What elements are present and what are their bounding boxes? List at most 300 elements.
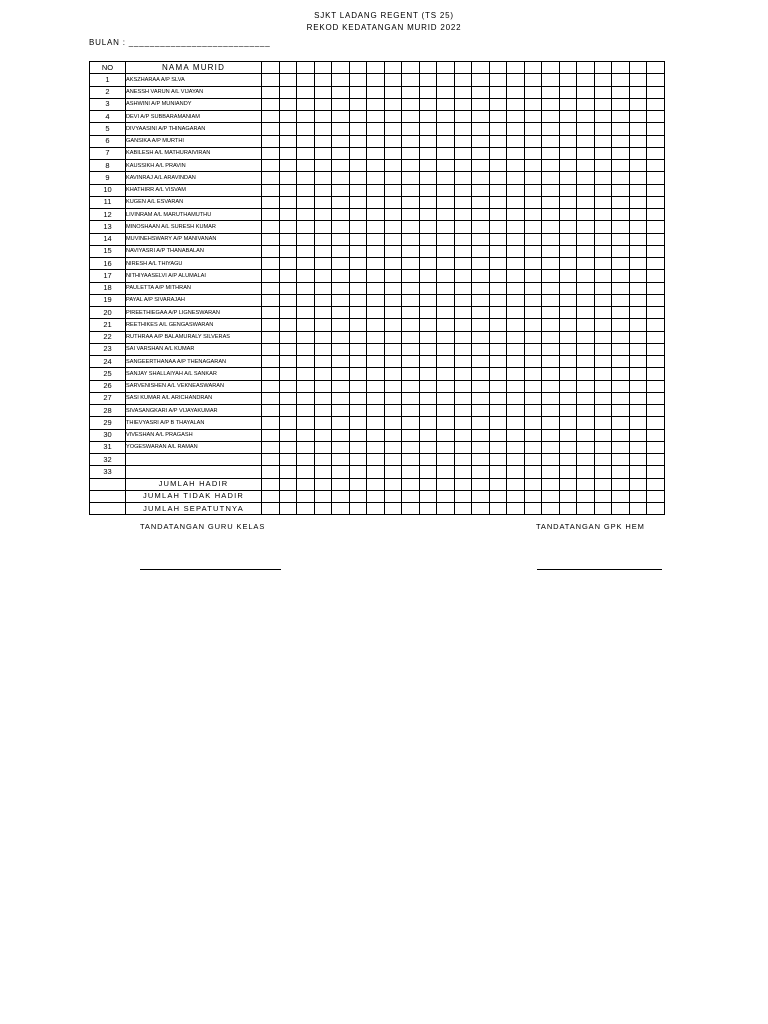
attendance-cell [559, 98, 577, 110]
attendance-cell [647, 160, 665, 172]
attendance-cell [559, 356, 577, 368]
attendance-cell [349, 233, 367, 245]
student-name: YOGESWARAN A/L RAMAN [126, 441, 262, 453]
summary-cell [524, 478, 542, 490]
attendance-cell [367, 196, 385, 208]
summary-cell [647, 478, 665, 490]
row-number: 18 [90, 282, 126, 294]
row-number: 26 [90, 380, 126, 392]
attendance-cell [507, 392, 525, 404]
attendance-cell [402, 135, 420, 147]
attendance-cell [559, 380, 577, 392]
summary-cell [524, 490, 542, 502]
row-number: 15 [90, 245, 126, 257]
attendance-cell [314, 417, 332, 429]
attendance-cell [524, 331, 542, 343]
attendance-cell [577, 147, 595, 159]
attendance-cell [437, 98, 455, 110]
attendance-cell [437, 441, 455, 453]
attendance-cell [332, 196, 350, 208]
attendance-cell [524, 441, 542, 453]
row-number: 6 [90, 135, 126, 147]
attendance-cell [542, 356, 560, 368]
attendance-cell [629, 172, 647, 184]
attendance-cell [297, 405, 315, 417]
attendance-cell [297, 294, 315, 306]
attendance-cell [419, 331, 437, 343]
attendance-cell [612, 343, 630, 355]
attendance-cell [279, 466, 297, 478]
attendance-cell [367, 135, 385, 147]
attendance-cell [437, 294, 455, 306]
attendance-cell [629, 405, 647, 417]
attendance-cell [577, 405, 595, 417]
attendance-cell [559, 209, 577, 221]
attendance-cell [559, 294, 577, 306]
student-row [90, 282, 665, 294]
summary-cell [402, 478, 420, 490]
attendance-cell [419, 221, 437, 233]
summary-cell [332, 490, 350, 502]
student-name: KABILESH A/L MATHURAIVIRAN [126, 147, 262, 159]
attendance-cell [629, 209, 647, 221]
attendance-cell [349, 441, 367, 453]
attendance-cell [472, 74, 490, 86]
attendance-cell [524, 392, 542, 404]
attendance-cell [472, 258, 490, 270]
attendance-cell [279, 221, 297, 233]
attendance-cell [577, 221, 595, 233]
attendance-cell [437, 245, 455, 257]
day-column-header [472, 62, 490, 74]
attendance-cell [454, 233, 472, 245]
attendance-cell [629, 466, 647, 478]
attendance-cell [384, 74, 402, 86]
attendance-cell [489, 160, 507, 172]
student-row [90, 184, 665, 196]
row-number: 24 [90, 356, 126, 368]
attendance-cell [402, 147, 420, 159]
attendance-cell [297, 454, 315, 466]
attendance-cell [419, 343, 437, 355]
attendance-cell [507, 221, 525, 233]
attendance-cell [489, 417, 507, 429]
attendance-cell [577, 160, 595, 172]
summary-cell [349, 490, 367, 502]
attendance-cell [577, 417, 595, 429]
attendance-cell [349, 282, 367, 294]
attendance-cell [384, 441, 402, 453]
attendance-cell [577, 74, 595, 86]
attendance-cell [507, 380, 525, 392]
attendance-cell [419, 86, 437, 98]
attendance-cell [297, 307, 315, 319]
attendance-cell [594, 172, 612, 184]
summary-cell [472, 490, 490, 502]
attendance-cell [297, 392, 315, 404]
summary-cell [629, 490, 647, 502]
attendance-cell [489, 368, 507, 380]
summary-cell [594, 503, 612, 515]
attendance-cell [384, 282, 402, 294]
row-number: 20 [90, 307, 126, 319]
attendance-cell [437, 343, 455, 355]
student-name [126, 466, 262, 478]
student-name: SASI KUMAR A/L ARICHANDRAN [126, 392, 262, 404]
attendance-cell [507, 111, 525, 123]
summary-cell [419, 490, 437, 502]
gpk-signature-line [537, 569, 662, 570]
attendance-cell [314, 331, 332, 343]
attendance-cell [577, 209, 595, 221]
attendance-cell [297, 282, 315, 294]
student-name: KAVINRAJ A/L ARAVINDAN [126, 172, 262, 184]
attendance-cell [367, 111, 385, 123]
attendance-cell [454, 466, 472, 478]
summary-cell [524, 503, 542, 515]
record-title: REKOD KEDATANGAN MURID 2022 [306, 23, 462, 32]
attendance-cell [612, 454, 630, 466]
attendance-cell [524, 270, 542, 282]
attendance-cell [332, 123, 350, 135]
attendance-cell [612, 417, 630, 429]
attendance-cell [297, 209, 315, 221]
attendance-cell [542, 258, 560, 270]
summary-cell [437, 490, 455, 502]
attendance-cell [524, 307, 542, 319]
summary-row [90, 478, 665, 490]
attendance-cell [437, 380, 455, 392]
attendance-cell [419, 172, 437, 184]
attendance-cell [454, 221, 472, 233]
attendance-cell [472, 429, 490, 441]
attendance-cell [314, 86, 332, 98]
attendance-cell [577, 196, 595, 208]
attendance-cell [419, 258, 437, 270]
attendance-cell [419, 135, 437, 147]
day-column-header [524, 62, 542, 74]
student-name: ASHWINI A/P MUNIANDY [126, 98, 262, 110]
attendance-cell [262, 454, 280, 466]
student-row [90, 245, 665, 257]
attendance-cell [594, 123, 612, 135]
attendance-cell [542, 307, 560, 319]
attendance-cell [279, 429, 297, 441]
attendance-cell [454, 454, 472, 466]
attendance-cell [332, 98, 350, 110]
attendance-cell [367, 98, 385, 110]
attendance-cell [437, 172, 455, 184]
attendance-cell [419, 74, 437, 86]
row-number: 1 [90, 74, 126, 86]
attendance-cell [594, 356, 612, 368]
attendance-cell [262, 233, 280, 245]
attendance-cell [314, 307, 332, 319]
attendance-cell [507, 368, 525, 380]
student-name [126, 454, 262, 466]
attendance-cell [629, 196, 647, 208]
attendance-cell [384, 147, 402, 159]
attendance-cell [314, 209, 332, 221]
attendance-cell [612, 147, 630, 159]
attendance-cell [647, 184, 665, 196]
attendance-cell [279, 258, 297, 270]
attendance-cell [384, 356, 402, 368]
attendance-cell [349, 172, 367, 184]
attendance-cell [594, 331, 612, 343]
attendance-cell [507, 74, 525, 86]
attendance-cell [612, 270, 630, 282]
attendance-cell [612, 74, 630, 86]
attendance-cell [524, 417, 542, 429]
attendance-cell [279, 184, 297, 196]
attendance-cell [437, 209, 455, 221]
student-name: SARVENISHEN A/L VEKNEASWARAN [126, 380, 262, 392]
attendance-cell [349, 319, 367, 331]
student-row [90, 233, 665, 245]
attendance-cell [367, 184, 385, 196]
attendance-cell [577, 466, 595, 478]
attendance-cell [524, 123, 542, 135]
summary-cell [279, 490, 297, 502]
attendance-cell [384, 111, 402, 123]
attendance-cell [594, 307, 612, 319]
attendance-cell [489, 270, 507, 282]
day-column-header [647, 62, 665, 74]
student-row [90, 319, 665, 331]
summary-cell [384, 490, 402, 502]
attendance-cell [454, 123, 472, 135]
student-row [90, 147, 665, 159]
attendance-cell [524, 258, 542, 270]
attendance-cell [437, 135, 455, 147]
attendance-cell [542, 123, 560, 135]
attendance-cell [559, 368, 577, 380]
attendance-cell [507, 258, 525, 270]
attendance-cell [402, 172, 420, 184]
attendance-cell [454, 392, 472, 404]
summary-cell [384, 503, 402, 515]
attendance-cell [647, 172, 665, 184]
attendance-cell [507, 135, 525, 147]
attendance-cell [314, 147, 332, 159]
attendance-cell [454, 86, 472, 98]
attendance-cell [524, 405, 542, 417]
attendance-cell [279, 147, 297, 159]
attendance-cell [297, 184, 315, 196]
attendance-cell [367, 380, 385, 392]
attendance-cell [349, 123, 367, 135]
attendance-cell [402, 245, 420, 257]
student-row [90, 209, 665, 221]
attendance-cell [384, 184, 402, 196]
student-name: REETHIKES A/L GENGASWARAN [126, 319, 262, 331]
attendance-cell [524, 294, 542, 306]
row-number: 23 [90, 343, 126, 355]
attendance-cell [612, 282, 630, 294]
attendance-cell [262, 135, 280, 147]
day-column-header [419, 62, 437, 74]
attendance-cell [489, 86, 507, 98]
attendance-cell [384, 98, 402, 110]
attendance-cell [402, 221, 420, 233]
attendance-cell [542, 233, 560, 245]
attendance-cell [647, 454, 665, 466]
attendance-cell [454, 111, 472, 123]
attendance-cell [279, 454, 297, 466]
summary-cell [594, 478, 612, 490]
attendance-cell [332, 258, 350, 270]
attendance-cell [577, 270, 595, 282]
attendance-cell [647, 196, 665, 208]
attendance-cell [279, 282, 297, 294]
attendance-cell [437, 233, 455, 245]
attendance-cell [332, 307, 350, 319]
attendance-cell [507, 98, 525, 110]
attendance-cell [437, 147, 455, 159]
attendance-cell [297, 368, 315, 380]
attendance-cell [384, 466, 402, 478]
attendance-cell [472, 319, 490, 331]
attendance-cell [489, 111, 507, 123]
attendance-cell [542, 111, 560, 123]
attendance-cell [419, 368, 437, 380]
attendance-cell [367, 160, 385, 172]
attendance-cell [419, 147, 437, 159]
attendance-cell [472, 147, 490, 159]
attendance-cell [419, 270, 437, 282]
attendance-cell [594, 429, 612, 441]
row-number: 21 [90, 319, 126, 331]
row-number: 4 [90, 111, 126, 123]
attendance-cell [472, 270, 490, 282]
attendance-cell [454, 98, 472, 110]
attendance-cell [332, 392, 350, 404]
attendance-cell [472, 86, 490, 98]
attendance-cell [507, 405, 525, 417]
attendance-cell [419, 392, 437, 404]
attendance-cell [472, 245, 490, 257]
summary-cell [419, 503, 437, 515]
attendance-cell [559, 258, 577, 270]
day-column-header [629, 62, 647, 74]
attendance-cell [507, 123, 525, 135]
attendance-cell [629, 356, 647, 368]
attendance-cell [262, 294, 280, 306]
attendance-cell [332, 233, 350, 245]
attendance-cell [402, 331, 420, 343]
attendance-cell [524, 319, 542, 331]
attendance-cell [647, 86, 665, 98]
attendance-cell [559, 392, 577, 404]
attendance-cell [297, 258, 315, 270]
attendance-cell [542, 392, 560, 404]
attendance-cell [402, 160, 420, 172]
attendance-cell [349, 307, 367, 319]
attendance-cell [647, 233, 665, 245]
attendance-cell [454, 380, 472, 392]
attendance-cell [262, 196, 280, 208]
student-name: MUVINEHSWARY A/P MANIVANAN [126, 233, 262, 245]
attendance-cell [437, 392, 455, 404]
attendance-cell [349, 111, 367, 123]
attendance-cell [472, 135, 490, 147]
attendance-cell [279, 233, 297, 245]
attendance-cell [489, 441, 507, 453]
attendance-cell [314, 343, 332, 355]
attendance-cell [524, 160, 542, 172]
attendance-cell [297, 160, 315, 172]
attendance-cell [559, 405, 577, 417]
attendance-cell [297, 343, 315, 355]
attendance-cell [524, 172, 542, 184]
attendance-cell [332, 405, 350, 417]
attendance-cell [402, 429, 420, 441]
attendance-cell [262, 429, 280, 441]
attendance-cell [524, 135, 542, 147]
attendance-cell [647, 282, 665, 294]
attendance-cell [507, 319, 525, 331]
attendance-cell [612, 98, 630, 110]
attendance-cell [472, 417, 490, 429]
attendance-cell [402, 441, 420, 453]
attendance-cell [437, 111, 455, 123]
attendance-cell [332, 86, 350, 98]
day-column-header [559, 62, 577, 74]
attendance-cell [454, 270, 472, 282]
attendance-cell [437, 368, 455, 380]
attendance-cell [437, 86, 455, 98]
attendance-cell [402, 417, 420, 429]
teacher-signature-label: TANDATANGAN GURU KELAS [140, 522, 266, 531]
student-row [90, 123, 665, 135]
attendance-cell [542, 441, 560, 453]
attendance-cell [577, 245, 595, 257]
row-number: 25 [90, 368, 126, 380]
attendance-cell [594, 368, 612, 380]
attendance-cell [402, 294, 420, 306]
attendance-cell [489, 429, 507, 441]
attendance-cell [577, 343, 595, 355]
student-row [90, 307, 665, 319]
attendance-cell [647, 380, 665, 392]
attendance-cell [314, 184, 332, 196]
attendance-cell [262, 356, 280, 368]
attendance-cell [314, 429, 332, 441]
attendance-cell [332, 441, 350, 453]
summary-cell [612, 490, 630, 502]
summary-cell [279, 478, 297, 490]
attendance-cell [349, 196, 367, 208]
attendance-cell [472, 123, 490, 135]
attendance-cell [454, 319, 472, 331]
attendance-cell [454, 196, 472, 208]
bulan-field: BULAN : ___________________________ [89, 38, 271, 47]
day-column-header [262, 62, 280, 74]
attendance-cell [647, 98, 665, 110]
student-name: AKSZHARAA A/P SLVA [126, 74, 262, 86]
attendance-cell [612, 196, 630, 208]
day-column-header [612, 62, 630, 74]
summary-cell [402, 503, 420, 515]
summary-cell [297, 478, 315, 490]
attendance-cell [559, 429, 577, 441]
attendance-cell [332, 380, 350, 392]
attendance-cell [419, 356, 437, 368]
row-number: 28 [90, 405, 126, 417]
attendance-cell [629, 258, 647, 270]
attendance-cell [384, 221, 402, 233]
